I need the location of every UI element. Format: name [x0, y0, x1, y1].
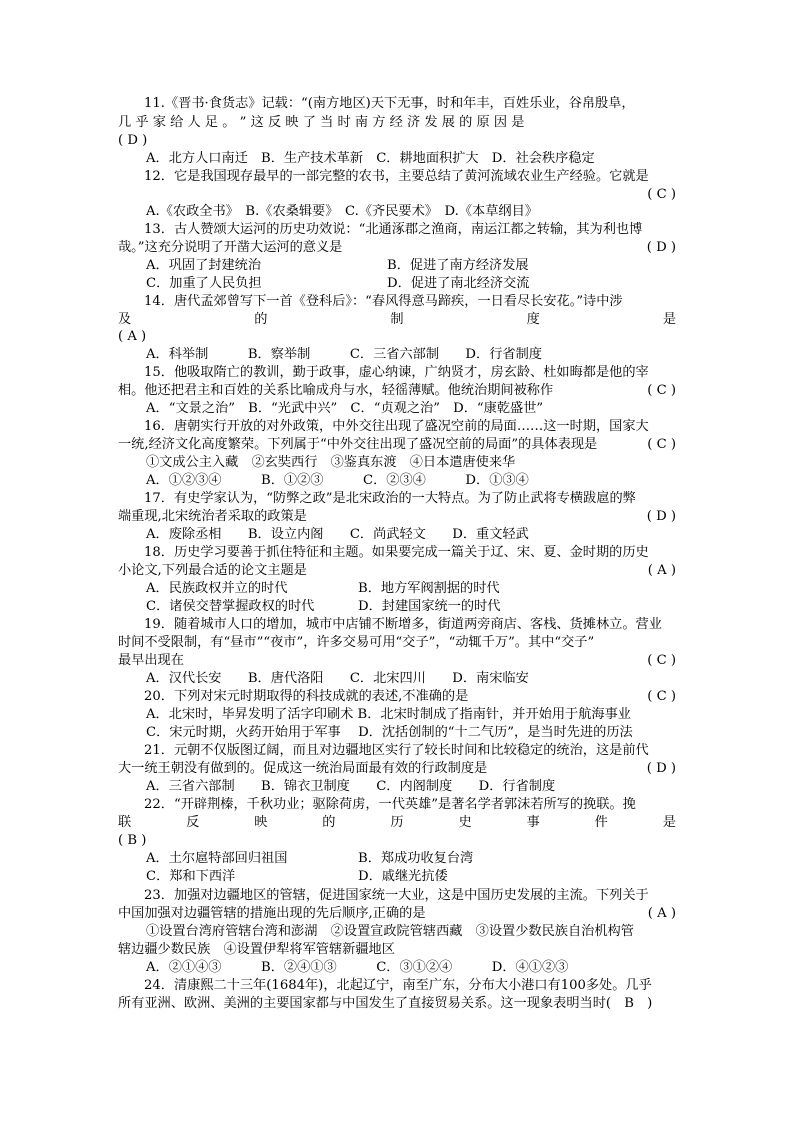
q20-answer: ( C ) — [647, 689, 676, 704]
q17-answer: ( D ) — [646, 509, 676, 524]
q22-word: 映 — [254, 815, 268, 830]
q12-options: A.《农政全书》 B.《农桑辑要》 C.《齐民要术》 D.《本草纲目》 — [146, 204, 538, 219]
q14-answer: ( A ) — [118, 329, 147, 344]
q14-stem-cont — [118, 311, 676, 329]
q18-option-a: A．民族政权并立的时代 — [146, 581, 288, 596]
q21-stem: 21．元朝不仅版图辽阔，而且对边疆地区实行了较长时间和比较稳定的统治，这是前代 — [144, 743, 649, 758]
q21-stem-cont: 大一统王朝没有做到的。促成这一统治局面最有效的行政制度是 — [118, 761, 488, 776]
q11-stem: 11.《晋书·食货志》记载：“(南方地区)天下无事，时和年丰，百姓乐业，谷帛殷阜， — [144, 96, 635, 111]
q14-word: 是 — [662, 312, 676, 327]
q14-options: A．科举制 B．察举制 C．三省六部制 D．行省制度 — [146, 347, 542, 362]
q14-word: 度 — [526, 312, 540, 327]
q16-answer: ( C ) — [647, 437, 676, 452]
q14-word: 及 — [118, 312, 132, 327]
q18-answer: ( A ) — [647, 563, 676, 578]
q23-items-cont: 辖边疆少数民族 ④设置伊犁将军管辖新疆地区 — [118, 942, 395, 957]
q15-answer: ( C ) — [647, 383, 676, 398]
q22-word: 是 — [662, 815, 676, 830]
q18-stem-cont: 小论文,下列最合适的论文主题是 — [118, 563, 307, 578]
q15-options: A．“文景之治” B．“光武中兴” C．“贞观之治” D．“康乾盛世” — [146, 401, 544, 416]
q15-stem: 15．他吸取隋亡的教训，勤于政事，虚心纳谏，广纳贤才，房玄龄、杜如晦都是他的宰 — [144, 365, 649, 380]
q22-word: 历 — [390, 815, 404, 830]
q11-options: A．北方人口南迁 B．生产技术革新 C．耕地面积扩大 D．社会秩序稳定 — [146, 151, 595, 166]
q20-stem: 20．下列对宋元时期取得的科技成就的表述,不准确的是 — [144, 689, 469, 704]
q14-word: 制 — [390, 312, 404, 327]
q16-options: A．①②③④ B．①②③ C．②③④ D．①③④ — [146, 473, 529, 488]
q22-word: 史 — [458, 815, 472, 830]
q18-option-d: D．封建国家统一的时代 — [358, 599, 501, 614]
q12-answer: ( C ) — [647, 187, 676, 202]
q15-stem-cont: 相。他还把君主和百姓的关系比喻成舟与水，轻徭薄赋。他统治期间被称作 — [118, 383, 554, 398]
q22-option-d: D．戚继光抗倭 — [358, 869, 448, 884]
q13-answer: ( D ) — [646, 240, 676, 255]
q19-stem-cont: 时间不受限制，有“昼市”“夜市”，许多交易可用“交子”，“动辄千万”。其中“交子” — [118, 635, 595, 650]
q13-stem: 13．古人赞颂大运河的历史功效说：“北通涿郡之渔商，南运江都之转输，其为利也博 — [144, 222, 643, 237]
q22-option-b: B．郑成功收复台湾 — [358, 851, 474, 866]
q22-word: 件 — [594, 815, 608, 830]
q23-options: A．②①④③ B．②④①③ C．③①②④ D．④①②③ — [146, 960, 569, 975]
q13-stem-cont: 哉。”这充分说明了开凿大运河的意义是 — [118, 240, 343, 255]
q19-stem: 19．随着城市人口的增加，城市中店铺不断增多，街道两旁商店、客栈、货摊林立。营业 — [144, 617, 662, 632]
q19-options: A．汉代长安 B．唐代洛阳 C．北宋四川 D．南宋临安 — [146, 671, 529, 686]
q21-answer: ( D ) — [646, 761, 676, 776]
q22-stem-cont — [118, 814, 676, 832]
q13-option-d: D．促进了南北经济交流 — [387, 276, 530, 291]
q24-stem: 24．清康熙二十三年(1684年)，北起辽宁，南至广东，分布大小港口有100多处。几乎 — [144, 978, 652, 993]
q17-stem: 17．有史学家认为，“防弊之政”是北宋政治的一大特点。为了防止武将专横跋扈的弊 — [144, 491, 636, 506]
q22-word: 联 — [118, 815, 132, 830]
q22-word: 事 — [526, 815, 540, 830]
q18-option-c: C．诸侯交替掌握政权的时代 — [146, 599, 315, 614]
q18-stem: 18．历史学习要善于抓住特征和主题。如果要完成一篇关于辽、宋、夏、金时期的历史 — [144, 545, 649, 560]
q13-option-b: B．促进了南方经济发展 — [387, 258, 529, 273]
q23-answer: ( A ) — [647, 906, 676, 921]
q23-stem-cont: 中国加强对边疆管辖的措施出现的先后顺序,正确的是 — [118, 906, 426, 921]
q13-option-c: C．加重了人民负担 — [146, 276, 262, 291]
q11-stem-cont: 几 乎 家 给 人 足 。 ” 这 反 映 了 当 时 南 方 经 济 发 展 的 原 因 是 — [118, 115, 525, 130]
q11-answer: ( D ) — [118, 133, 148, 148]
q22-answer: ( B ) — [118, 833, 147, 848]
q17-options: A．废除丞相 B．设立内阁 C．尚武轻文 D．重文轻武 — [146, 527, 529, 542]
q23-items: ①设置台湾府管辖台湾和澎湖 ②设置宣政院管辖西藏 ③设置少数民族自治机构管 — [146, 924, 634, 939]
q16-stem: 16．唐朝实行开放的对外政策，中外交往出现了盛况空前的局面……这一时期，国家大 — [144, 419, 649, 434]
q13-option-a: A．巩固了封建统治 — [146, 258, 262, 273]
q20-options-cd: C．宋元时期，火药开始用于军事 D．沈括创制的“十二气历”，是当时先进的历法 — [146, 725, 633, 740]
q21-options: A．三省六部制 B．锦衣卫制度 C．内阁制度 D．行省制度 — [146, 779, 556, 794]
q12-stem: 12．它是我国现存最早的一部完整的农书，主要总结了黄河流域农业生产经验。它就是 — [144, 169, 649, 184]
q24-stem-cont: 所有亚洲、欧洲、美洲的主要国家都与中国发生了直接贸易关系。这一现象表明当时( B ) — [118, 996, 653, 1011]
q23-stem: 23．加强对边疆地区的管辖，促进国家统一大业，这是中国历史发展的主流。下列关于 — [144, 888, 649, 903]
q14-stem: 14．唐代孟郊曾写下一首《登科后》：“春风得意马蹄疾，一日看尽长安花。”诗中涉 — [144, 294, 623, 309]
q17-stem-cont: 端重现,北宋统治者采取的政策是 — [118, 509, 307, 524]
q22-word: 的 — [322, 815, 336, 830]
q22-option-c: C．郑和下西洋 — [146, 869, 236, 884]
q19-stem-cont2: 最早出现在 — [118, 653, 184, 668]
q18-option-b: B．地方军阀割据的时代 — [358, 581, 500, 596]
q16-stem-cont: 一统,经济文化高度繁荣。下列属于“中外交往出现了盛况空前的局面”的具体表现是 — [118, 437, 598, 452]
q22-word: 反 — [186, 815, 200, 830]
q19-answer: ( C ) — [647, 653, 676, 668]
q22-stem: 22．“开辟荆榛，千秋功业；驱除荷虏，一代英雄”是著名学者郭沫若所写的挽联。挽 — [144, 797, 636, 812]
q22-option-a: A．土尔扈特部回归祖国 — [146, 851, 288, 866]
q16-items: ①文成公主入藏 ②玄奘西行 ③鉴真东渡 ④日本遣唐使来华 — [146, 455, 516, 470]
q14-word: 的 — [254, 312, 268, 327]
q20-options-ab: A．北宋时，毕昇发明了活字印刷术 B．北宋时制成了指南针，并开始用于航海事业 — [146, 707, 631, 722]
